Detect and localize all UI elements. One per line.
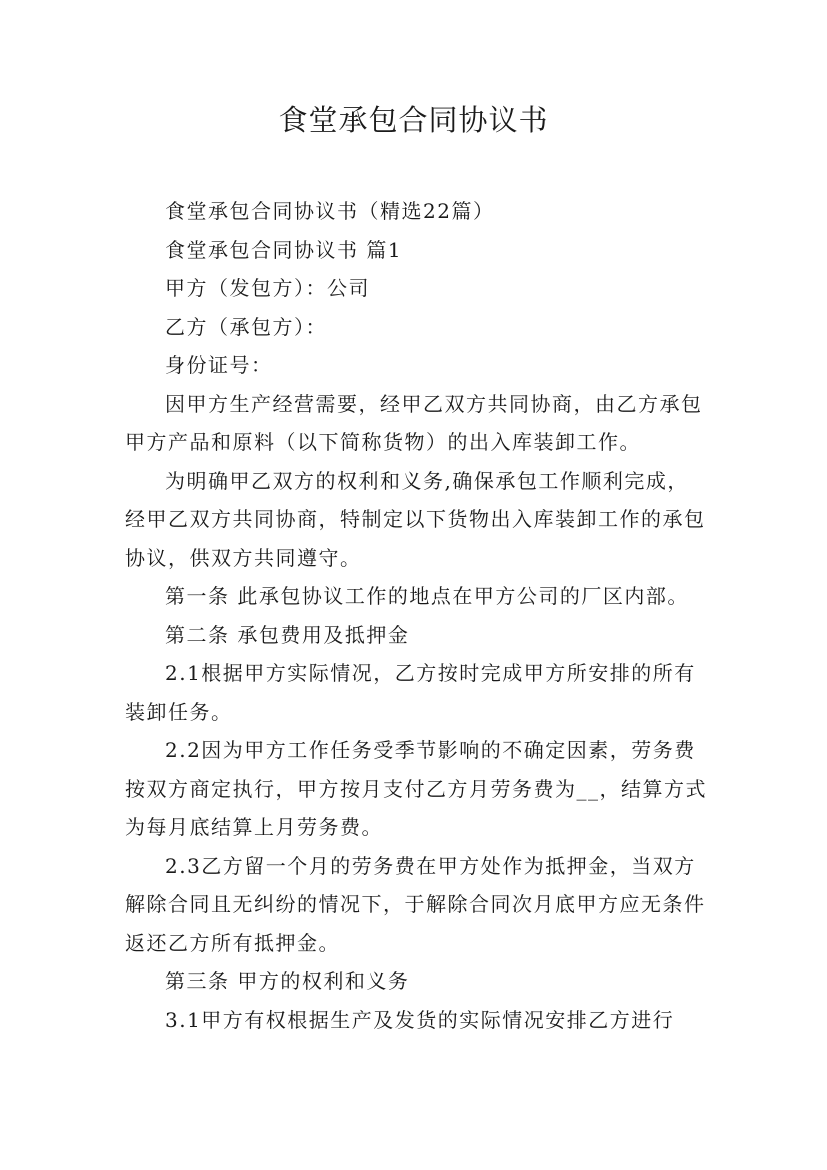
paragraph-clause-2-2: 2.2因为甲方工作任务受季节影响的不确定因素，劳务费按双方商定执行，甲方按月支付乙方月劳务费为__，结算方式为每月底结算上月劳务费。 bbox=[125, 738, 707, 839]
paragraph-article-1: 第一条 此承包协议工作的地点在甲方公司的厂区内部。 bbox=[165, 584, 689, 608]
paragraph-rights-intro: 为明确甲乙双方的权利和义务,确保承包工作顺利完成，经甲乙双方共同协商，特制定以下货物出入库装卸工作的承包协议，供双方共同遵守。 bbox=[125, 468, 706, 570]
paragraph-party-b: 乙方（承包方）： bbox=[165, 314, 327, 339]
paragraph-id-number: 身份证号： bbox=[165, 353, 273, 377]
paragraph-article-2-heading: 第二条 承包费用及抵押金 bbox=[165, 622, 410, 647]
paragraph-clause-2-1: 2.1根据甲方实际情况，乙方按时完成甲方所安排的所有装卸任务。 bbox=[125, 661, 696, 724]
paragraph-purpose: 因甲方生产经营需要，经甲乙双方共同协商，由乙方承包甲方产品和原料（以下简称货物）的出入库装卸工作。 bbox=[125, 391, 703, 454]
paragraph-clause-2-3: 2.3乙方留一个月的劳务费在甲方处作为抵押金，当双方解除合同且无纠纷的情况下，于解除合同次月底甲方应无条件返还乙方所有抵押金。 bbox=[125, 853, 706, 955]
paragraph-section-heading: 食堂承包合同协议书 篇1 bbox=[165, 237, 403, 262]
paragraph-subtitle: 食堂承包合同协议书（精选22篇） bbox=[165, 199, 495, 223]
document-body bbox=[125, 192, 707, 1039]
document-title: 食堂承包合同协议书 bbox=[278, 103, 549, 137]
paragraph-clause-3-1: 3.1甲方有权根据生产及发货的实际情况安排乙方进行 bbox=[165, 1007, 675, 1032]
paragraph-article-3-heading: 第三条 甲方的权利和义务 bbox=[165, 969, 410, 993]
paragraph-party-a: 甲方（发包方）：公司 bbox=[165, 276, 370, 300]
